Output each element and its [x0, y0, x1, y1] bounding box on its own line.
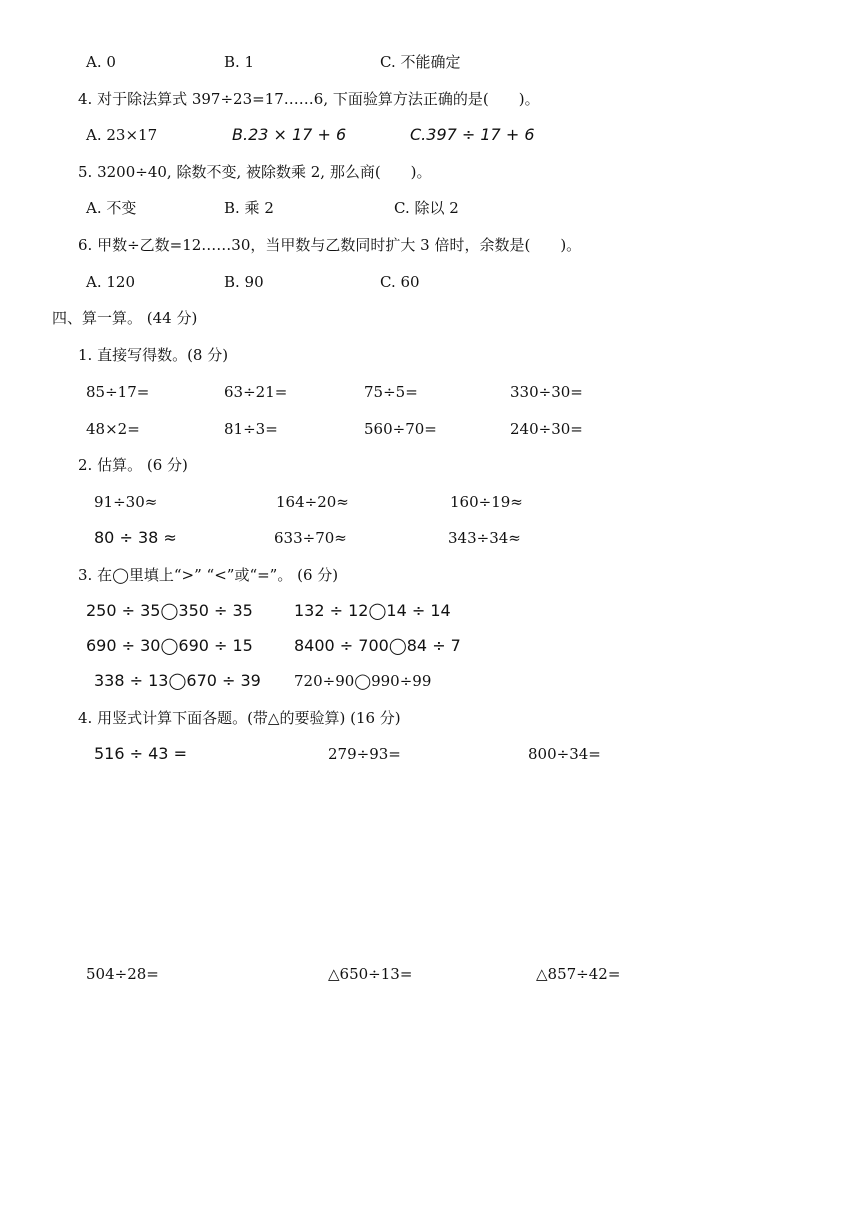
oral-item: 75÷5=: [364, 383, 418, 401]
question-5-option-c: C. 除以 2: [394, 199, 459, 217]
compare-item: 132 ÷ 12◯14 ÷ 14: [294, 601, 451, 620]
oral-item: 48×2=: [86, 420, 140, 438]
part-1-title: 1. 直接写得数。(8 分): [78, 346, 229, 364]
question-4-option-a: A. 23×17: [86, 126, 158, 144]
compare-item: 250 ÷ 35◯350 ÷ 35: [86, 601, 253, 620]
vertical-item: 516 ÷ 43 =: [94, 744, 187, 763]
oral-item: 81÷3=: [224, 420, 278, 438]
part-4-title: 4. 用竖式计算下面各题。(带△的要验算) (16 分): [78, 709, 401, 727]
question-6-option-a: A. 120: [86, 273, 135, 291]
compare-item: 8400 ÷ 700◯84 ÷ 7: [294, 636, 461, 655]
question-6-option-c: C. 60: [380, 273, 420, 291]
vertical-item: △650÷13=: [328, 965, 413, 983]
compare-item: 720÷90◯990÷99: [294, 672, 432, 690]
option-b: B. 1: [224, 53, 255, 71]
option-a: A. 0: [86, 53, 116, 71]
estimate-item: 91÷30≈: [94, 493, 158, 511]
question-4-option-b: B.23 × 17 + 6: [232, 125, 347, 144]
question-6-option-b: B. 90: [224, 273, 264, 291]
option-c: C. 不能确定: [380, 53, 461, 71]
oral-item: 330÷30=: [510, 383, 583, 401]
vertical-item: △857÷42=: [536, 965, 621, 983]
vertical-item: 504÷28=: [86, 965, 159, 983]
compare-item: 338 ÷ 13◯670 ÷ 39: [94, 671, 261, 690]
oral-item: 560÷70=: [364, 420, 437, 438]
estimate-item: 343÷34≈: [448, 529, 521, 547]
question-4-option-c: C.397 ÷ 17 + 6: [410, 125, 535, 144]
estimate-item: 160÷19≈: [450, 493, 523, 511]
question-5-stem: 5. 3200÷40, 除数不变, 被除数乘 2, 那么商( )。: [78, 163, 432, 181]
compare-item: 690 ÷ 30◯690 ÷ 15: [86, 636, 253, 655]
question-5-option-b: B. 乘 2: [224, 199, 274, 217]
question-5-option-a: A. 不变: [86, 199, 137, 217]
question-4-stem: 4. 对于除法算式 397÷23=17……6, 下面验算方法正确的是( )。: [78, 90, 540, 108]
estimate-item: 633÷70≈: [274, 529, 347, 547]
oral-item: 63÷21=: [224, 383, 288, 401]
question-6-stem: 6. 甲数÷乙数=12……30，当甲数与乙数同时扩大 3 倍时，余数是( )。: [78, 236, 582, 254]
vertical-item: 800÷34=: [528, 745, 601, 763]
part-3-title: 3. 在◯里填上“>” “<”或“=”。 (6 分): [78, 566, 339, 584]
section-4-title: 四、算一算。 (44 分): [52, 309, 198, 327]
oral-item: 240÷30=: [510, 420, 583, 438]
part-2-title: 2. 估算。 (6 分): [78, 456, 188, 474]
estimate-item: 164÷20≈: [276, 493, 349, 511]
vertical-item: 279÷93=: [328, 745, 401, 763]
oral-item: 85÷17=: [86, 383, 150, 401]
estimate-item: 80 ÷ 38 ≈: [94, 528, 177, 547]
